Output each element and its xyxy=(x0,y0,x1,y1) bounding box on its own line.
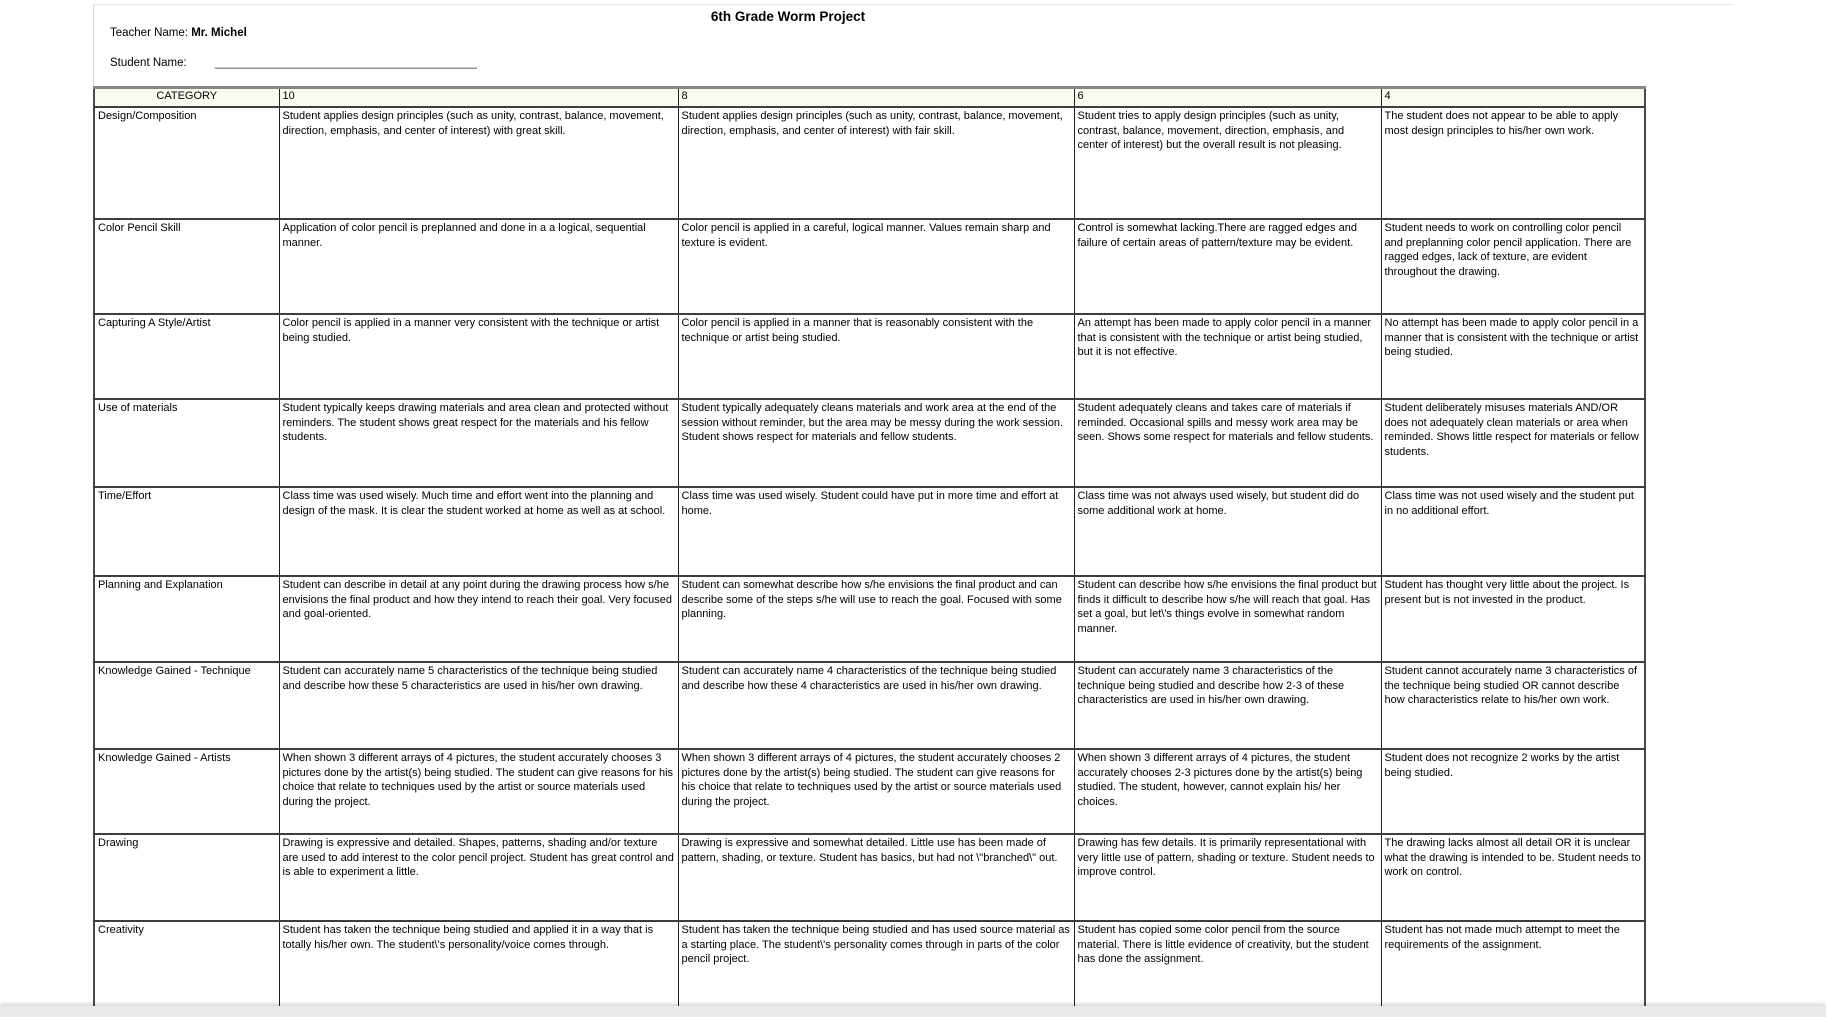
rubric-row xyxy=(94,921,1645,1011)
category-cell: Design/Composition xyxy=(94,107,279,219)
level-cell-6: An attempt has been made to apply color pencil in a manner that is consistent with the technique or artist being studied, but it is not effective. xyxy=(1074,314,1381,399)
rubric-row xyxy=(94,662,1645,749)
category-cell: Capturing A Style/Artist xyxy=(94,314,279,399)
level-cell-6: Drawing has few details. It is primarily representational with very little use of pattern, shading or texture. Student needs to improve control. xyxy=(1074,834,1381,921)
level-cell-4: The student does not appear to be able to apply most design principles to his/her own work. xyxy=(1381,107,1645,219)
level-cell-6: Student can accurately name 3 characteristics of the technique being studied and describe how 2-3 of these characteristics are used in his/her own drawing. xyxy=(1074,662,1381,749)
level-cell-10: Student applies design principles (such as unity, contrast, balance, movement, direction, emphasis, and center of interest) with great skill. xyxy=(279,107,678,219)
header-cell-score-10: 10 xyxy=(279,88,678,108)
level-cell-10: Student can accurately name 5 characteristics of the technique being studied and describe how these 5 characteristics are used in his/her own drawing. xyxy=(279,662,678,749)
level-cell-10: Application of color pencil is preplanned and done in a a logical, sequential manner. xyxy=(279,219,678,314)
category-cell: Drawing xyxy=(94,834,279,921)
level-cell-4: Class time was not used wisely and the student put in no additional effort. xyxy=(1381,487,1645,576)
student-name-line xyxy=(110,57,477,69)
page-title: 6th Grade Worm Project xyxy=(710,9,866,24)
level-cell-10: Student has taken the technique being studied and applied it in a way that is totally his/her own. The student\'s personality/voice comes through. xyxy=(279,921,678,1011)
level-cell-6: Student can describe how s/he envisions the final product but finds it difficult to describe how s/he will reach that goal. Has set a goal, but let\'s things evolve in somewhat random manner. xyxy=(1074,576,1381,662)
level-cell-6: Control is somewhat lacking.There are ragged edges and failure of certain areas of pattern/texture may be evident. xyxy=(1074,219,1381,314)
level-cell-10: Color pencil is applied in a manner very consistent with the technique or artist being studied. xyxy=(279,314,678,399)
teacher-name-label: Teacher Name: xyxy=(110,27,188,39)
category-cell: Knowledge Gained - Artists xyxy=(94,749,279,834)
header-cell-score-4: 4 xyxy=(1381,88,1645,108)
rubric-row xyxy=(94,749,1645,834)
level-cell-4: The drawing lacks almost all detail OR it is unclear what the drawing is intended to be. Student needs to work on control. xyxy=(1381,834,1645,921)
level-cell-4: No attempt has been made to apply color pencil in a manner that is consistent with the technique or artist being studied. xyxy=(1381,314,1645,399)
level-cell-8: Class time was used wisely. Student could have put in more time and effort at home. xyxy=(678,487,1074,576)
level-cell-10: Drawing is expressive and detailed. Shapes, patterns, shading and/or texture are used to add interest to the color pencil project. Student has great control and is able to experiment a little. xyxy=(279,834,678,921)
level-cell-8: Student can somewhat describe how s/he envisions the final product and can describe some of the steps s/he will use to reach the goal. Focused with some planning. xyxy=(678,576,1074,662)
teacher-name-value: Mr. Michel xyxy=(191,27,247,39)
level-cell-4: Student cannot accurately name 3 characteristics of the technique being studied OR cannot describe how characteristics relate to his/her own work. xyxy=(1381,662,1645,749)
category-cell: Time/Effort xyxy=(94,487,279,576)
page-bottom-shadow xyxy=(0,1006,1826,1017)
level-cell-4: Student deliberately misuses materials AND/OR does not adequately clean materials or area when reminded. Shows little respect for materials or fellow students. xyxy=(1381,399,1645,487)
level-cell-8: Student typically adequately cleans materials and work area at the end of the session without reminder, but the area may be messy during the work session. Student shows respect for materials and fellow students. xyxy=(678,399,1074,487)
header-cell-score-6: 6 xyxy=(1074,88,1381,108)
level-cell-8: When shown 3 different arrays of 4 pictures, the student accurately chooses 2 pictures done by the artist(s) being studied. The student can give reasons for his choice that relate to techniques used by the artist or source materials used during the project. xyxy=(678,749,1074,834)
level-cell-6: Student adequately cleans and takes care of materials if reminded. Occasional spills and messy work area may be seen. Shows some respect for materials and fellow students. xyxy=(1074,399,1381,487)
rubric-row xyxy=(94,487,1645,576)
rubric-row xyxy=(94,834,1645,921)
level-cell-8: Drawing is expressive and somewhat detailed. Little use has been made of pattern, shading, or texture. Student has basics, but had not \"branched\" out. xyxy=(678,834,1074,921)
level-cell-8: Color pencil is applied in a careful, logical manner. Values remain sharp and texture is evident. xyxy=(678,219,1074,314)
category-cell: Knowledge Gained - Technique xyxy=(94,662,279,749)
rubric-table-header xyxy=(94,88,1645,108)
level-cell-6: When shown 3 different arrays of 4 pictures, the student accurately chooses 2-3 pictures done by the artist(s) being studied. The student, however, cannot explain his/ her choices. xyxy=(1074,749,1381,834)
level-cell-10: When shown 3 different arrays of 4 pictures, the student accurately chooses 3 pictures done by the artist(s) being studied. The student can give reasons for his choice that relate to techniques used by the artist or source materials used during the project. xyxy=(279,749,678,834)
teacher-name-line xyxy=(110,27,247,39)
student-name-blank: _________________________________________ xyxy=(214,57,477,69)
level-cell-6: Student tries to apply design principles (such as unity, contrast, balance, movement, direction, emphasis, and center of interest) but the overall result is not pleasing. xyxy=(1074,107,1381,219)
rubric-table xyxy=(93,86,1646,1012)
category-cell: Use of materials xyxy=(94,399,279,487)
header-cell-category: CATEGORY xyxy=(94,88,279,108)
student-name-label: Student Name: xyxy=(110,57,187,69)
level-cell-10: Student typically keeps drawing materials and area clean and protected without reminders. The student shows great respect for the materials and his fellow students. xyxy=(279,399,678,487)
level-cell-8: Student can accurately name 4 characteristics of the technique being studied and describe how these 4 characteristics are used in his/her own drawing. xyxy=(678,662,1074,749)
rubric-row xyxy=(94,314,1645,399)
rubric-row xyxy=(94,576,1645,662)
level-cell-6: Class time was not always used wisely, but student did do some additional work at home. xyxy=(1074,487,1381,576)
header-cell-score-8: 8 xyxy=(678,88,1074,108)
level-cell-10: Student can describe in detail at any point during the drawing process how s/he envisions the final product and how they intend to reach their goal. Very focused and goal-oriented. xyxy=(279,576,678,662)
rubric-table-body xyxy=(94,107,1645,1011)
level-cell-8: Student has taken the technique being studied and has used source material as a starting place. The student\'s personality comes through in parts of the color pencil project. xyxy=(678,921,1074,1011)
rubric-row xyxy=(94,399,1645,487)
level-cell-4: Student does not recognize 2 works by the artist being studied. xyxy=(1381,749,1645,834)
category-cell: Creativity xyxy=(94,921,279,1011)
page-top-edge xyxy=(93,4,1733,5)
rubric-row xyxy=(94,219,1645,314)
category-cell: Color Pencil Skill xyxy=(94,219,279,314)
level-cell-10: Class time was used wisely. Much time and effort went into the planning and design of the mask. It is clear the student worked at home as well as at school. xyxy=(279,487,678,576)
level-cell-6: Student has copied some color pencil from the source material. There is little evidence of creativity, but the student has done the assignment. xyxy=(1074,921,1381,1011)
level-cell-4: Student needs to work on controlling color pencil and preplanning color pencil application. There are ragged edges, lack of texture, are evident throughout the drawing. xyxy=(1381,219,1645,314)
header-row xyxy=(94,88,1645,108)
level-cell-4: Student has thought very little about the project. Is present but is not invested in the product. xyxy=(1381,576,1645,662)
level-cell-4: Student has not made much attempt to meet the requirements of the assignment. xyxy=(1381,921,1645,1011)
level-cell-8: Student applies design principles (such as unity, contrast, balance, movement, direction, emphasis, and center of interest) with fair skill. xyxy=(678,107,1074,219)
level-cell-8: Color pencil is applied in a manner that is reasonably consistent with the technique or artist being studied. xyxy=(678,314,1074,399)
category-cell: Planning and Explanation xyxy=(94,576,279,662)
rubric-row xyxy=(94,107,1645,219)
